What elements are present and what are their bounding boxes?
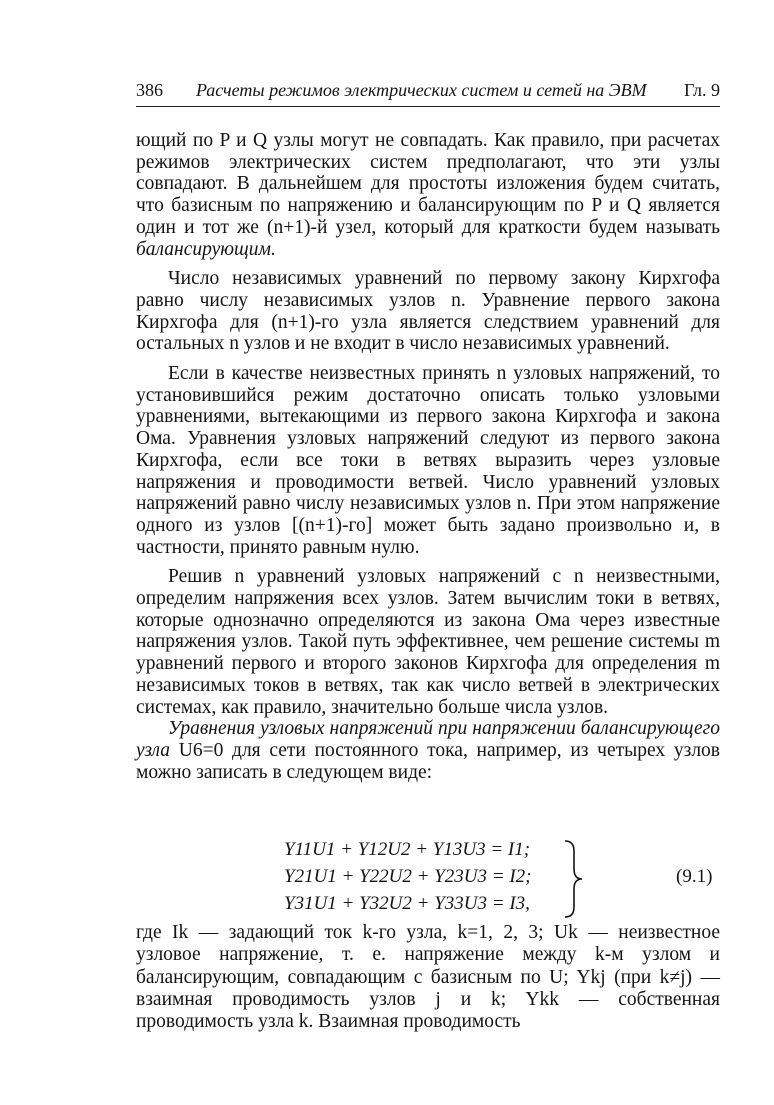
paragraph-5-text: U6=0 для сети постоянного тока, например, из четырех узлов можно записать в следующем виде: (136, 739, 721, 783)
running-title: Расчеты режимов электрических систем и сетей на ЭВМ (196, 80, 647, 100)
paragraph-1-text: ющий по P и Q узлы могут не совпадать. Как правило, при расчетах режимов электрических систем предполагают, что эти узлы совпадают. В дальнейшем для простоты изложения будем считать, что базисным по напряжению и балансирующим по P и Q является один и тот же (n+1)-й узел, который для краткости будем называть (136, 130, 720, 238)
paragraph-5 (136, 718, 720, 783)
definitions-paragraph: где Ik — задающий ток k-го узла, k=1, 2, 3; Uk — неизвестное узловое напряжение, т. е. напряжение между k-м узлом и балансирующим, совпадающим с базисным по U; Ykj (при k≠j) — взаимная проводимость узлов j и k; Ykk — собственная проводимость узла k. Взаимная проводимость (136, 922, 720, 1033)
equation-number: (9.1) (676, 866, 713, 887)
paragraph-1 (136, 130, 720, 260)
definitions-text (136, 922, 720, 1033)
right-brace-icon (562, 839, 584, 919)
equation-system (136, 839, 720, 919)
equation-line-2: Y21U1 + Y22U2 + Y23U3 = I2; (284, 866, 532, 887)
page-number: 386 (136, 80, 163, 100)
paragraph-5-emphasis: Уравнения узловых напряжений при напряжении балансирующего узла (136, 718, 720, 761)
paragraph-4: Решив n уравнений узловых напряжений с n неизвестными, определим напряжения всех узлов. Затем вычислим токи в ветвях, которые однозначно определяются из закона Ома через известные напряжения узлов. Такой путь эффективнее, чем решение системы m уравнений первого и второго законов Кирхгофа для определения m независимых токов в ветвях, так как число ветвей в электрических системах, как правило, значительно больше числа узлов. (136, 566, 720, 718)
running-header (136, 78, 720, 102)
paragraph-1-emphasis: балансирующим. (136, 238, 276, 260)
paragraph-2: Число независимых уравнений по первому закону Кирхгофа равно числу независимых узлов n. Уравнение первого закона Кирхгофа для (n+1)-го узла является следствием уравнений для остальных n узлов и не входит в число независимых уравнений. (136, 268, 720, 355)
equation-line-3: Y31U1 + Y32U2 + Y33U3 = I3, (284, 893, 530, 914)
chapter-label: Гл. 9 (683, 80, 720, 100)
paragraph-3: Если в качестве неизвестных принять n узловых напряжений, то установившийся режим достаточно описать только узловыми уравнениями, вытекающими из первого закона Кирхгофа и закона Ома. Уравнения узловых напряжений следуют из первого закона Кирхгофа, если все токи в ветвях выразить через узловые напряжения и проводимости ветвей. Число уравнений узловых напряжений равно числу независимых узлов n. При этом напряжение одного из узлов [(n+1)-го] может быть задано произвольно и, в частности, принято равным нулю. (136, 363, 720, 558)
body-text (136, 130, 720, 783)
equation-line-1: Y11U1 + Y12U2 + Y13U3 = I1; (284, 839, 531, 860)
header-rule (136, 106, 720, 107)
